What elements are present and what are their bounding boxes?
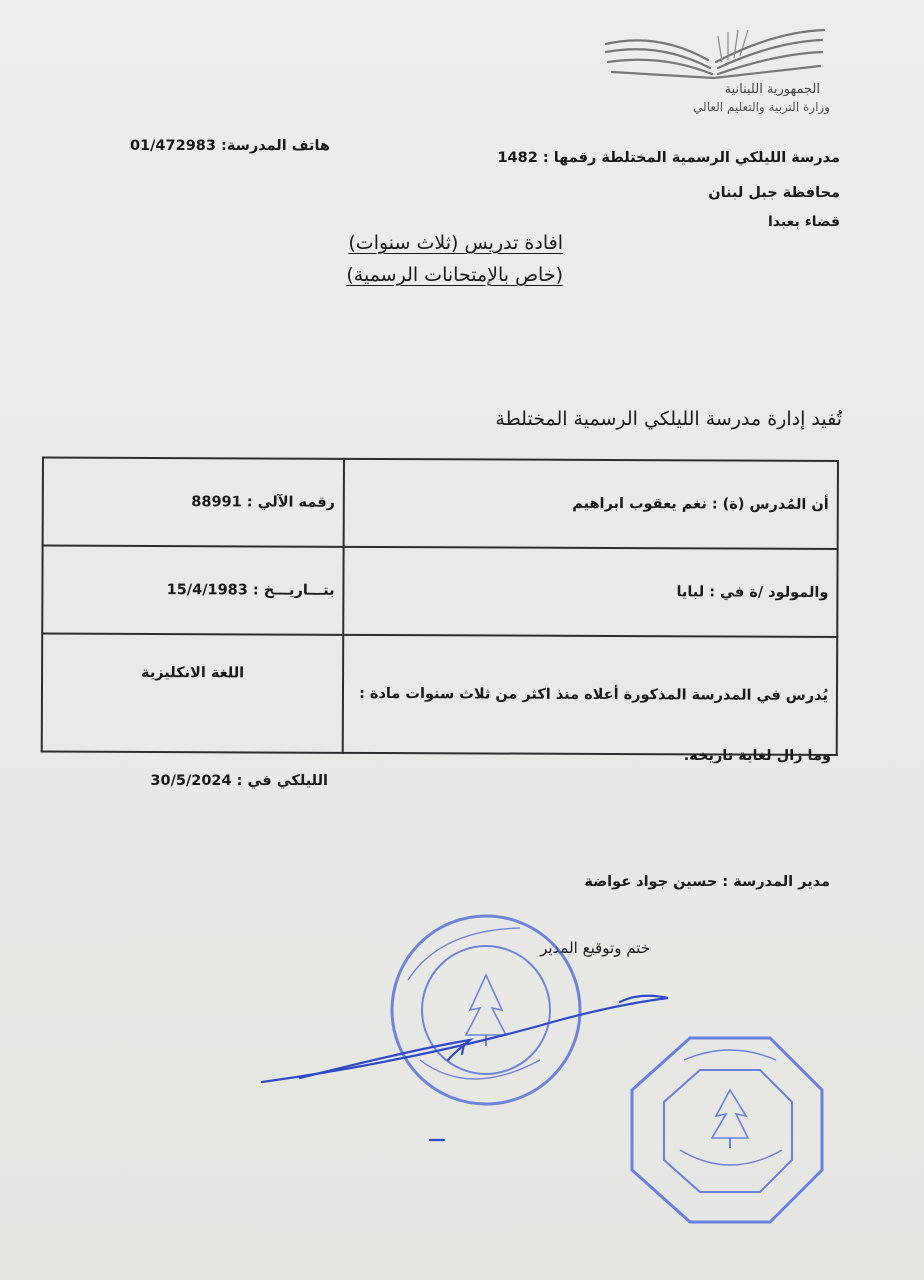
octagonal-ministry-stamp-icon: [632, 1038, 822, 1222]
teacher-info-table: [41, 457, 839, 756]
subject-cell: اللغة الانكليزية: [42, 634, 344, 753]
issue-date-line: الليلكي في : 30/5/2024: [150, 773, 328, 789]
teaching-statement-cell: يُدرس في المدرسة المذكورة أعلاه منذ اكثر من ثلاث سنوات مادة :: [343, 635, 837, 755]
director-signature-icon: [262, 996, 668, 1140]
ministry-label: وزارة التربية والتعليم العالي: [693, 100, 830, 114]
table-row: [42, 634, 838, 755]
school-phone-line: هاتف المدرسة: 01/472983: [129, 138, 330, 154]
republic-label: الجمهورية اللبنانية: [724, 82, 820, 97]
stamp-signature-label: ختم وتوقيع المدير: [540, 939, 650, 957]
still-teaching-note: وما زال لغاية تاريخه.: [683, 748, 831, 764]
governorate-line: محافظة جبل لبنان: [708, 185, 840, 201]
document-title: افادة تدريس (ثلاث سنوات): [348, 232, 563, 254]
district-line: قضاء بعبدا: [767, 214, 840, 230]
birthdate-cell: بتـــاريـــخ : 15/4/1983: [42, 546, 344, 635]
birthplace-cell: والمولود /ة في : لبايا: [343, 547, 837, 637]
table-row: [43, 458, 838, 549]
teacher-name-cell: أن المُدرس (ة) : نغم يعقوب ابراهيم: [344, 459, 838, 549]
table-row: [42, 546, 837, 637]
director-name-line: مدير المدرسة : حسين جواد عواضة: [584, 874, 830, 890]
document-subtitle: (خاص بالإمتحانات الرسمية): [346, 264, 563, 286]
intro-statement: تُفيد إدارة مدرسة الليلكي الرسمية المختلطة: [495, 408, 842, 430]
teacher-number-cell: رقمه الآلي : 88991: [43, 458, 345, 547]
school-name-line: مدرسة الليلكي الرسمية المختلطة رقمها : 1482: [497, 150, 840, 166]
